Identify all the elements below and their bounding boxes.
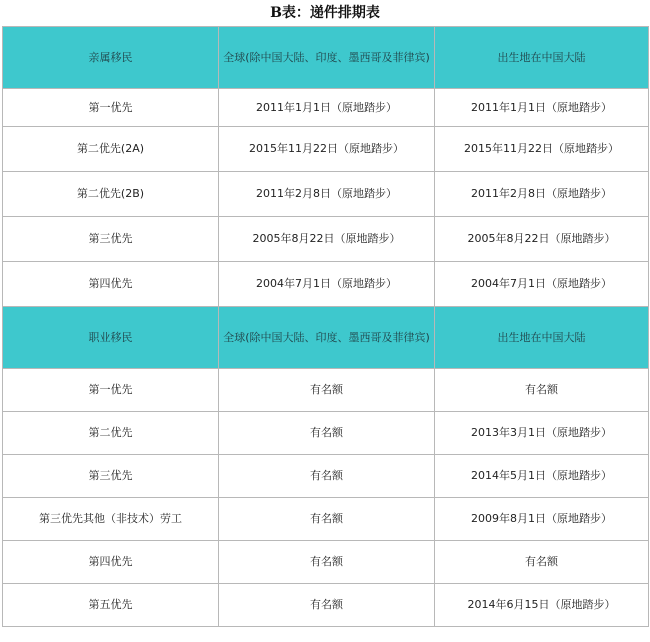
worldwide-date-cell: 2015年11月22日（原地踏步） xyxy=(219,127,435,172)
worldwide-date-cell: 有名额 xyxy=(219,369,435,412)
employment-category-header: 职业移民 xyxy=(3,307,219,369)
category-cell: 第二优先(2A) xyxy=(3,127,219,172)
china-date-cell: 2009年8月1日（原地踏步） xyxy=(435,498,649,541)
family-category-header: 亲属移民 xyxy=(3,27,219,89)
china-date-cell: 2011年2月8日（原地踏步） xyxy=(435,172,649,217)
family-worldwide-header: 全球(除中国大陆、印度、墨西哥及菲律宾) xyxy=(219,27,435,89)
china-date-cell: 有名额 xyxy=(435,369,649,412)
china-date-cell: 2005年8月22日（原地踏步） xyxy=(435,217,649,262)
china-date-cell: 2015年11月22日（原地踏步） xyxy=(435,127,649,172)
table-row xyxy=(3,369,649,412)
worldwide-date-cell: 有名额 xyxy=(219,541,435,584)
worldwide-date-cell: 有名额 xyxy=(219,584,435,627)
page-title: B表：递件排期表 xyxy=(270,5,380,21)
category-cell: 第二优先(2B) xyxy=(3,172,219,217)
employment-worldwide-header: 全球(除中国大陆、印度、墨西哥及菲律宾) xyxy=(219,307,435,369)
category-cell: 第一优先 xyxy=(3,369,219,412)
employment-china-header: 出生地在中国大陆 xyxy=(435,307,649,369)
category-cell: 第五优先 xyxy=(3,584,219,627)
category-cell: 第三优先 xyxy=(3,217,219,262)
table-row xyxy=(3,412,649,455)
worldwide-date-cell: 有名额 xyxy=(219,498,435,541)
category-cell: 第二优先 xyxy=(3,412,219,455)
family-header-row xyxy=(3,27,649,89)
worldwide-date-cell: 有名额 xyxy=(219,412,435,455)
china-date-cell: 2014年5月1日（原地踏步） xyxy=(435,455,649,498)
table-row xyxy=(3,498,649,541)
worldwide-date-cell: 2011年1月1日（原地踏步） xyxy=(219,89,435,127)
table-row xyxy=(3,541,649,584)
worldwide-date-cell: 2005年8月22日（原地踏步） xyxy=(219,217,435,262)
category-cell: 第三优先其他（非技术）劳工 xyxy=(3,498,219,541)
worldwide-date-cell: 2004年7月1日（原地踏步） xyxy=(219,262,435,307)
family-china-header: 出生地在中国大陆 xyxy=(435,27,649,89)
china-date-cell: 2004年7月1日（原地踏步） xyxy=(435,262,649,307)
employment-header-row xyxy=(3,307,649,369)
china-date-cell: 有名额 xyxy=(435,541,649,584)
category-cell: 第四优先 xyxy=(3,262,219,307)
china-date-cell: 2014年6月15日（原地踏步） xyxy=(435,584,649,627)
table-row xyxy=(3,127,649,172)
category-cell: 第一优先 xyxy=(3,89,219,127)
table-row xyxy=(3,584,649,627)
table-row xyxy=(3,89,649,127)
category-cell: 第三优先 xyxy=(3,455,219,498)
table-row xyxy=(3,455,649,498)
worldwide-date-cell: 有名额 xyxy=(219,455,435,498)
table-row xyxy=(3,217,649,262)
worldwide-date-cell: 2011年2月8日（原地踏步） xyxy=(219,172,435,217)
filing-dates-table xyxy=(2,26,649,627)
category-cell: 第四优先 xyxy=(3,541,219,584)
china-date-cell: 2013年3月1日（原地踏步） xyxy=(435,412,649,455)
table-row xyxy=(3,172,649,217)
table-row xyxy=(3,262,649,307)
china-date-cell: 2011年1月1日（原地踏步） xyxy=(435,89,649,127)
